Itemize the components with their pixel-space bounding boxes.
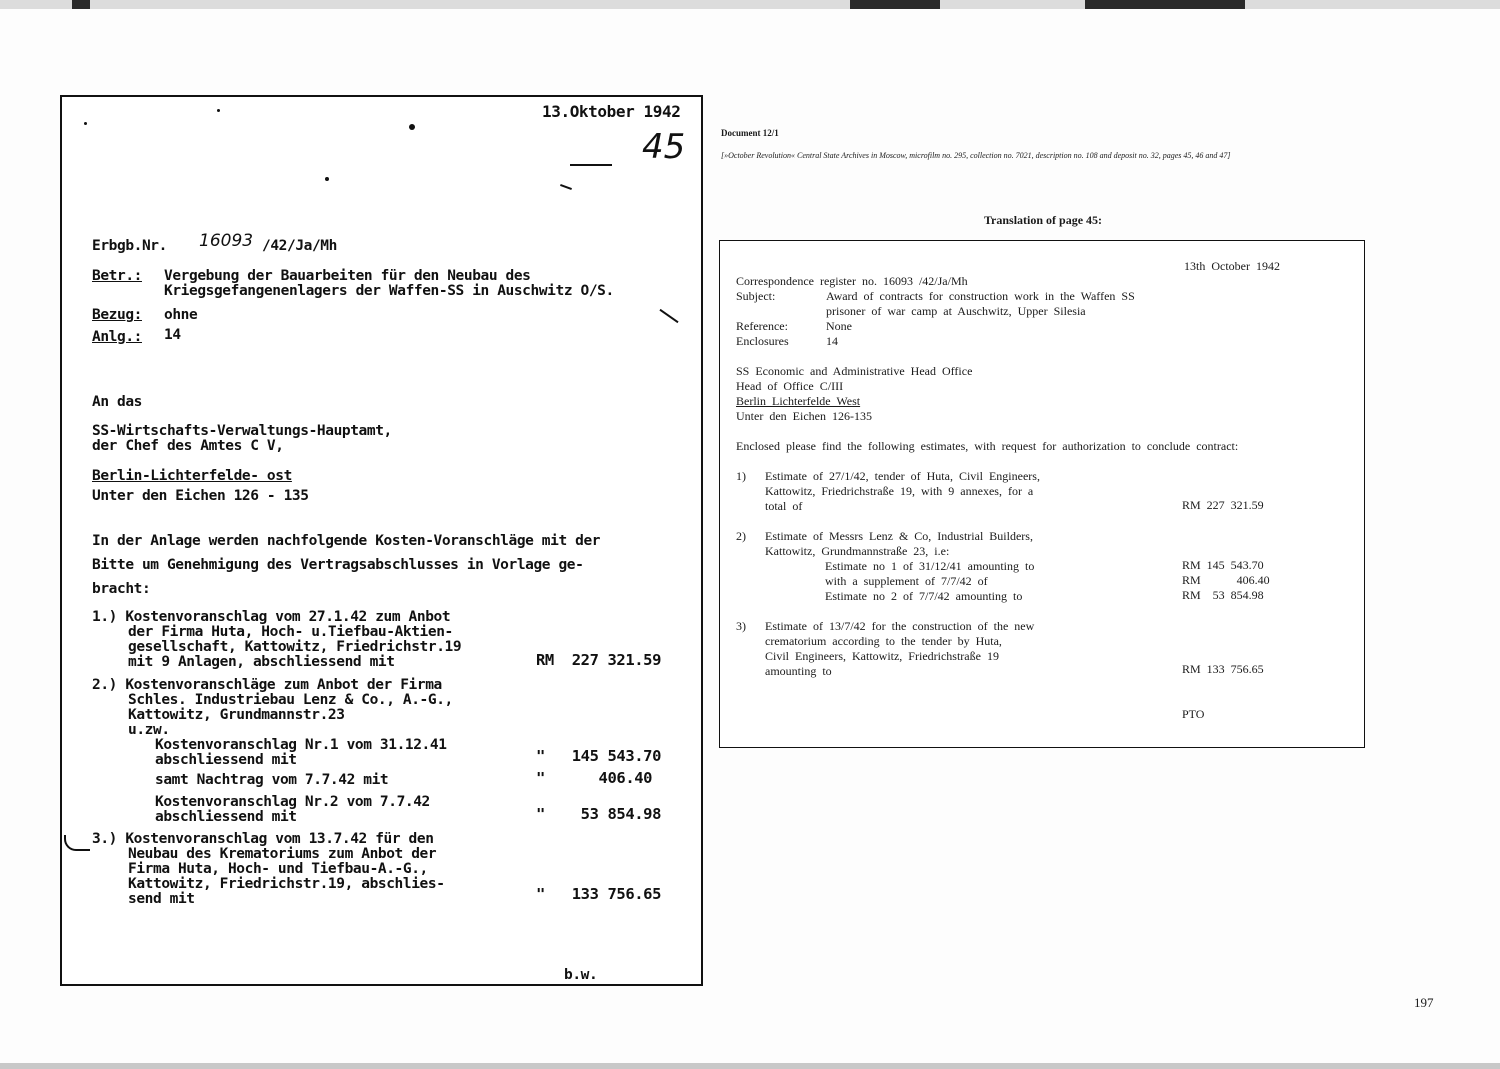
address-line: Unter den Eichen 126 - 135 [92,488,309,504]
page-number: 197 [1414,995,1434,1010]
register-suffix: /42/Ja/Mh [262,238,337,254]
item-line: abschliessend mit [155,809,297,825]
enclosures-label: Enclosures [736,334,789,348]
item-line: Kattowitz, Friedrichstr.19, abschlies- [128,876,445,892]
speck [325,177,329,181]
speck [84,122,87,125]
item-amount: RM 406.40 [1182,573,1270,587]
item-line: Kostenvoranschlag Nr.2 vom 7.7.42 [155,794,430,810]
item-amount: " 145 543.70 [536,747,662,765]
item-amount: RM 53 854.98 [1182,588,1264,602]
handwritten-bracket [64,835,90,851]
item-amount: RM 227 321.59 [536,651,662,669]
address-line: Berlin Lichterfelde West [736,394,861,408]
item-line: Civil Engineers, Kattowitz, Friedrichstraße 19 [765,649,999,663]
handwritten-page-number: 45 [642,127,686,167]
item-line: abschliessend mit [155,752,297,768]
register-line: Correspondence register no. 16093 /42/Ja/Mh [736,274,968,288]
address-line: SS-Wirtschafts-Verwaltungs-Hauptamt, [92,423,392,439]
item-line: Kattowitz, Grundmannstraße 23, i.e: [765,544,950,558]
item-amount: " 53 854.98 [536,805,662,823]
item-number: 1) [736,469,746,483]
handwritten-stroke [560,184,572,190]
speck [217,109,220,112]
item-line: Kattowitz, Friedrichstraße 19, with 9 annexes, for a [765,484,1034,498]
address-line: der Chef des Amtes C V, [92,438,284,454]
item-line: Estimate of Messrs Lenz & Co, Industrial Builders, [765,529,1033,543]
enclosures-value: 14 [826,334,838,348]
archive-source: [»October Revolution« Central State Archives in Moscow, microfilm no. 295, collection no. 7021, description no. 108 and deposit no. 32, pages 45, 46 and 47] [721,151,1231,160]
bezug-value: ohne [164,307,198,323]
handwritten-stroke [570,164,612,166]
subject-line: prisoner of war camp at Auschwitz, Upper Silesia [826,304,1086,318]
item-line: Estimate no 1 of 31/12/41 amounting to [825,559,1035,573]
subject-label: Subject: [736,289,776,303]
address-line: Unter den Eichen 126-135 [736,409,872,423]
item-number: 3) [736,619,746,633]
item-line: Firma Huta, Hoch- und Tiefbau-A.-G., [128,861,428,877]
item-amount: RM 133 756.65 [1182,662,1264,676]
document-label: Document 12/1 [721,128,779,138]
address-line: SS Economic and Administrative Head Office [736,364,973,378]
translation-title: Translation of page 45: [983,213,1103,227]
item-line: 1.) Kostenvoranschlag vom 27.1.42 zum Anbot [92,609,451,625]
item-line: mit 9 Anlagen, abschliessend mit [128,654,395,670]
item-line: with a supplement of 7/7/42 of [825,574,988,588]
bitte-wenden: b.w. [564,967,598,983]
item-amount: " 406.40 [536,769,653,787]
pto-note: PTO [1182,707,1205,721]
subject-line: Award of contracts for construction work in the Waffen SS [826,289,1135,303]
item-line: Schles. Industriebau Lenz & Co., A.-G., [128,692,453,708]
item-line: 3.) Kostenvoranschlag vom 13.7.42 für den [92,831,434,847]
item-line: der Firma Huta, Hoch- u.Tiefbau-Aktien- [128,624,453,640]
item-line: send mit [128,891,195,907]
item-line: total of [765,499,803,513]
item-line: Neubau des Krematoriums zum Anbot der [128,846,437,862]
anlg-value: 14 [164,327,181,343]
item-line: gesellschaft, Kattowitz, Friedrichstr.19 [128,639,462,655]
register-label: Erbgb.Nr. [92,238,167,254]
bezug-label: Bezug: [92,307,142,323]
betr-label: Betr.: [92,268,142,284]
item-line: Estimate no 2 of 7/7/42 amounting to [825,589,1023,603]
item-number: 2) [736,529,746,543]
handwritten-stroke [659,309,678,323]
betr-line: Vergebung der Bauarbeiten für den Neubau des [164,268,531,284]
reference-label: Reference: [736,319,788,333]
intro-line: bracht: [92,581,151,597]
intro-line: Bitte um Genehmigung des Vertragsabschlusses in Vorlage ge- [92,557,584,573]
item-line: 2.) Kostenvoranschläge zum Anbot der Firma [92,677,442,693]
item-line: crematorium according to the tender by Huta, [765,634,1002,648]
translation-section [715,0,1475,1069]
item-line: Estimate of 13/7/42 for the construction of the new [765,619,1035,633]
scan-bottom-edge [0,1063,1500,1069]
address-line: Head of Office C/III [736,379,844,393]
item-amount: " 133 756.65 [536,885,662,903]
intro-line: Enclosed please find the following estimates, with request for authorization to conclude contract: [736,439,1239,453]
item-line: Estimate of 27/1/42, tender of Huta, Civil Engineers, [765,469,1040,483]
speck [409,124,415,130]
translation-box [719,240,1365,748]
item-amount: RM 145 543.70 [1182,558,1264,572]
letter-date: 13.Oktober 1942 [542,102,681,121]
address-to: An das [92,394,142,410]
item-line: Kattowitz, Grundmannstr.23 [128,707,345,723]
item-line: samt Nachtrag vom 7.7.42 mit [155,772,389,788]
letter-date: 13th October 1942 [1184,259,1280,273]
scan-mark [72,0,90,9]
betr-line: Kriegsgefangenenlagers der Waffen-SS in Auschwitz O/S. [164,283,614,299]
item-line: Kostenvoranschlag Nr.1 vom 31.12.41 [155,737,447,753]
anlg-label: Anlg.: [92,329,142,345]
item-amount: RM 227 321.59 [1182,498,1264,512]
reference-value: None [826,319,852,333]
intro-line: In der Anlage werden nachfolgende Kosten-Voranschläge mit der [92,533,601,549]
address-line: Berlin-Lichterfelde- ost [92,468,292,484]
item-line: u.zw. [128,722,170,738]
item-line: amounting to [765,664,832,678]
original-document-facsimile [60,95,703,986]
handwritten-register-number: 16093 [199,231,254,251]
